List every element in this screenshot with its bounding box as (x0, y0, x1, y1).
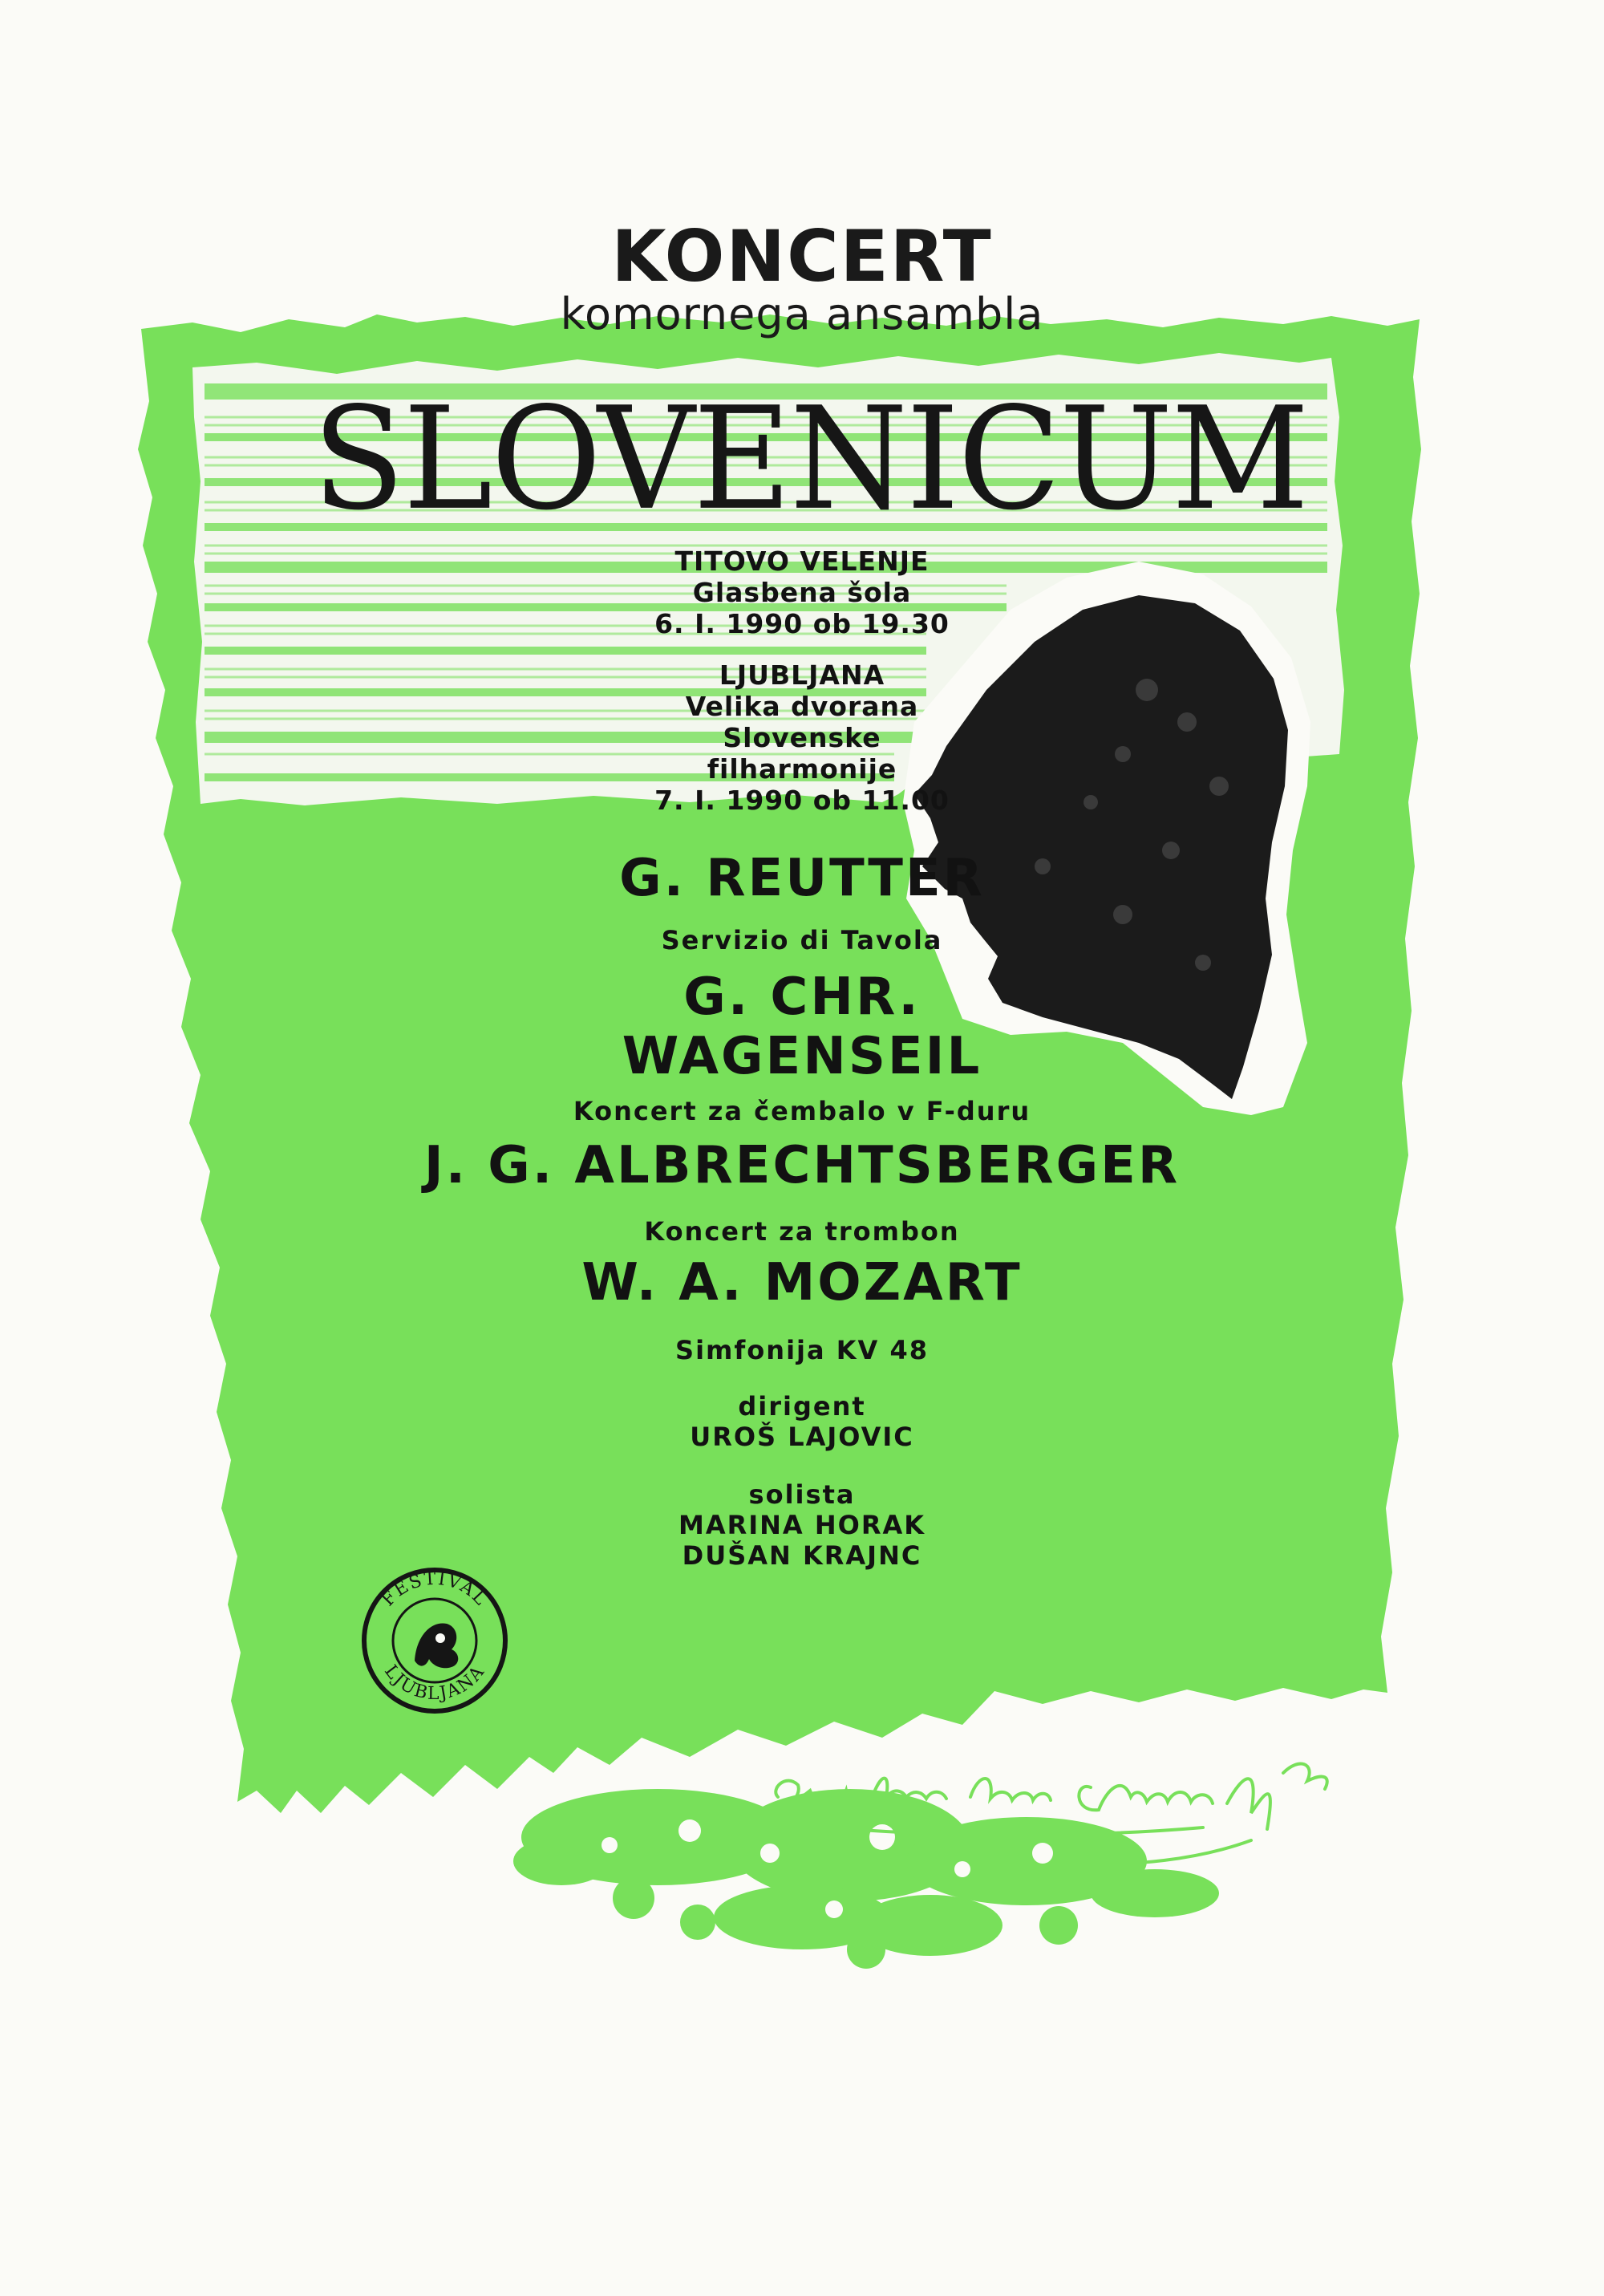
performance-datetime: 7. I. 1990 ob 11.00 (654, 785, 950, 816)
svg-text:LJUBLJANA: LJUBLJANA (380, 1661, 489, 1705)
performance-1 (0, 546, 1604, 639)
mozart-signature (754, 1741, 1371, 1893)
composer-name: W. A. MOZART (581, 1253, 1023, 1312)
svg-text:FESTIVAL: FESTIVAL (378, 1568, 492, 1611)
composer-name (0, 967, 1604, 1086)
ensemble-name: SLOVENICUM (312, 376, 1308, 542)
composer-line: WAGENSEIL (622, 1027, 982, 1086)
soloists-block (0, 1479, 1604, 1571)
work-title: Simfonija KV 48 (675, 1335, 929, 1365)
soloists-label: solista (748, 1479, 856, 1510)
conductor-block (0, 1391, 1604, 1452)
performance-city: LJUBLJANA (719, 659, 885, 691)
performance-2 (0, 659, 1604, 816)
composer-name: J. G. ALBRECHTSBERGER (423, 1136, 1181, 1195)
conductor-name: UROŠ LAJOVIC (690, 1422, 914, 1452)
work-title: Koncert za trombon (644, 1216, 960, 1247)
composer-line: G. CHR. (683, 967, 921, 1027)
performance-venue-line: Velika dvorana (685, 691, 919, 722)
performance-city: TITOVO VELENJE (674, 546, 930, 577)
soloist-name: MARINA HORAK (678, 1510, 926, 1540)
festival-ljubljana-stamp (358, 1564, 511, 1717)
performance-venue-line: Slovenske (723, 722, 881, 753)
soloist-name: DUŠAN KRAJNC (682, 1540, 922, 1571)
performance-venue-line: Glasbena šola (692, 577, 912, 608)
work-title: Servizio di Tavola (661, 925, 943, 955)
conductor-label: dirigent (738, 1391, 866, 1422)
composer-name: G. REUTTER (619, 849, 985, 908)
poster-title: KONCERT (611, 215, 993, 298)
performance-datetime: 6. I. 1990 ob 19.30 (654, 608, 950, 639)
work-title: Koncert za čembalo v F-duru (573, 1096, 1031, 1126)
performance-venue-line: filharmonije (707, 753, 897, 785)
poster-subtitle: komornega ansambla (560, 289, 1044, 339)
